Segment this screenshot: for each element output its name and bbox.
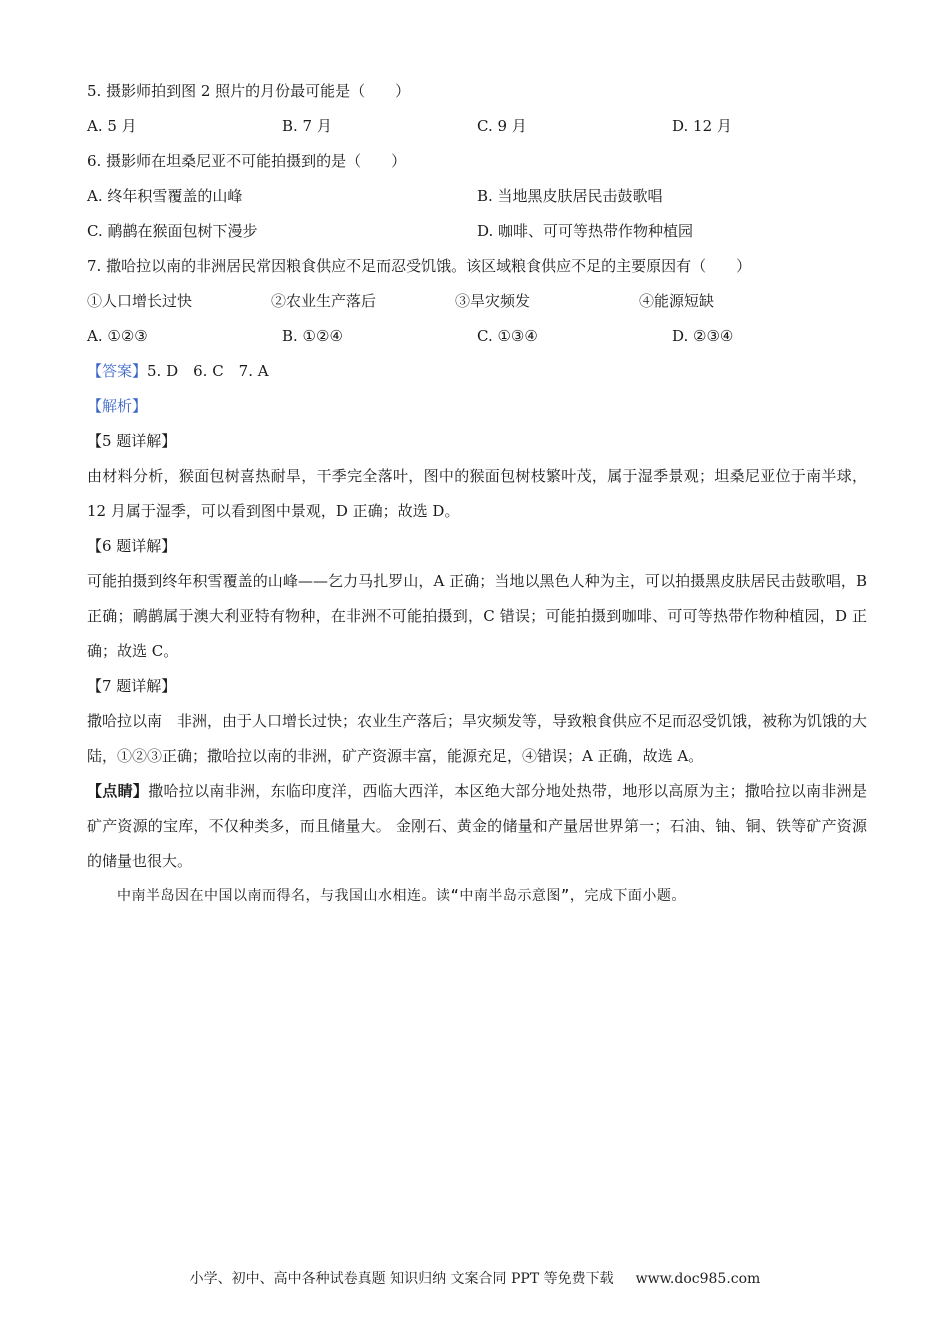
answer-text: 5. D 6. C 7. A — [147, 362, 269, 380]
q6-option-c: C. 鸸鹋在猴面包树下漫步 — [87, 222, 258, 240]
answer-tag: 【答案】 — [87, 362, 148, 380]
q6-option-d: D. 咖啡、可可等热带作物种植园 — [477, 222, 694, 240]
document-body — [87, 74, 867, 914]
q5-option-b: B. 7 月 — [282, 117, 332, 135]
page-footer — [0, 1268, 950, 1288]
answer-line — [87, 354, 867, 389]
q7-item-3: ③旱灾频发 — [455, 292, 531, 310]
question-7-options — [87, 319, 867, 354]
q7-option-a: A. ①②③ — [87, 327, 148, 345]
q6-option-a: A. 终年积雪覆盖的山峰 — [87, 187, 243, 205]
detail-6-text: 可能拍摄到终年积雪覆盖的山峰——乞力马扎罗山，A 正确；当地以黑色人种为主，可以拍摄黑皮肤居民击鼓歌唱，B 正确；鸸鹋属于澳大利亚特有物种，在非洲不可能拍摄到，C 错误；可能拍摄到咖啡、可可等热带作物种植园，D 正确；故选 C。 — [87, 572, 867, 660]
analysis-tag: 【解析】 — [87, 397, 148, 415]
tip-tag: 【点睛】 — [87, 782, 149, 800]
question-5-stem: 5. 摄影师拍到图 2 照片的月份最可能是（ ） — [87, 82, 411, 100]
question-6-options-row2 — [87, 214, 867, 249]
detail-7-title: 【7 题详解】 — [87, 677, 177, 695]
q6-option-b: B. 当地黑皮肤居民击鼓歌唱 — [477, 187, 663, 205]
q5-option-c: C. 9 月 — [477, 117, 527, 135]
question-7-stem: 7. 撒哈拉以南的非洲居民常因粮食供应不足而忍受饥饿。该区域粮食供应不足的主要原因有（ ） — [87, 257, 752, 275]
q5-option-d: D. 12 月 — [672, 117, 732, 135]
question-6-stem: 6. 摄影师在坦桑尼亚不可能拍摄到的是（ ） — [87, 152, 407, 170]
q7-option-b: B. ①②④ — [282, 327, 343, 345]
question-6-options-row1 — [87, 179, 867, 214]
footer-url: www.doc985.com — [635, 1271, 761, 1287]
q7-option-d: D. ②③④ — [672, 327, 734, 345]
tip-paragraph — [87, 774, 867, 879]
q7-item-4: ④能源短缺 — [639, 292, 715, 310]
footer-text: 小学、初中、高中各种试卷真题 知识归纳 文案合同 PPT 等免费下载 — [189, 1271, 614, 1287]
q7-option-c: C. ①③④ — [477, 327, 538, 345]
detail-5-text: 由材料分析，猴面包树喜热耐旱，干季完全落叶，图中的猴面包树枝繁叶茂，属于湿季景观；坦桑尼亚位于南半球，12 月属于湿季，可以看到图中景观，D 正确；故选 D。 — [87, 467, 867, 520]
detail-5-title: 【5 题详解】 — [87, 432, 177, 450]
detail-7-text: 撒哈拉以南 非洲，由于人口增长过快；农业生产落后；旱灾频发等，导致粮食供应不足而忍受饥饿，被称为饥饿的大陆，①②③正确；撒哈拉以南的非洲，矿产资源丰富，能源充足，④错误；A 正确，故选 A。 — [87, 712, 868, 765]
q7-item-1: ①人口增长过快 — [87, 292, 193, 310]
question-7-items — [87, 284, 867, 319]
q5-option-a: A. 5 月 — [87, 117, 137, 135]
q7-item-2: ②农业生产落后 — [271, 292, 377, 310]
question-5-options — [87, 109, 867, 144]
tip-text: 撒哈拉以南非洲，东临印度洋，西临大西洋，本区绝大部分地处热带，地形以高原为主；撒哈拉以南非洲是矿产资源的宝库，不仅种类多，而且储量大。 金刚石、黄金的储量和产量居世界第一；石油、铀、铜、铁等矿产资源的储量也很大。 — [87, 782, 867, 870]
next-section-intro: 中南半岛因在中国以南而得名，与我国山水相连。读“中南半岛示意图”，完成下面小题。 — [117, 888, 686, 904]
detail-6-title: 【6 题详解】 — [87, 537, 177, 555]
